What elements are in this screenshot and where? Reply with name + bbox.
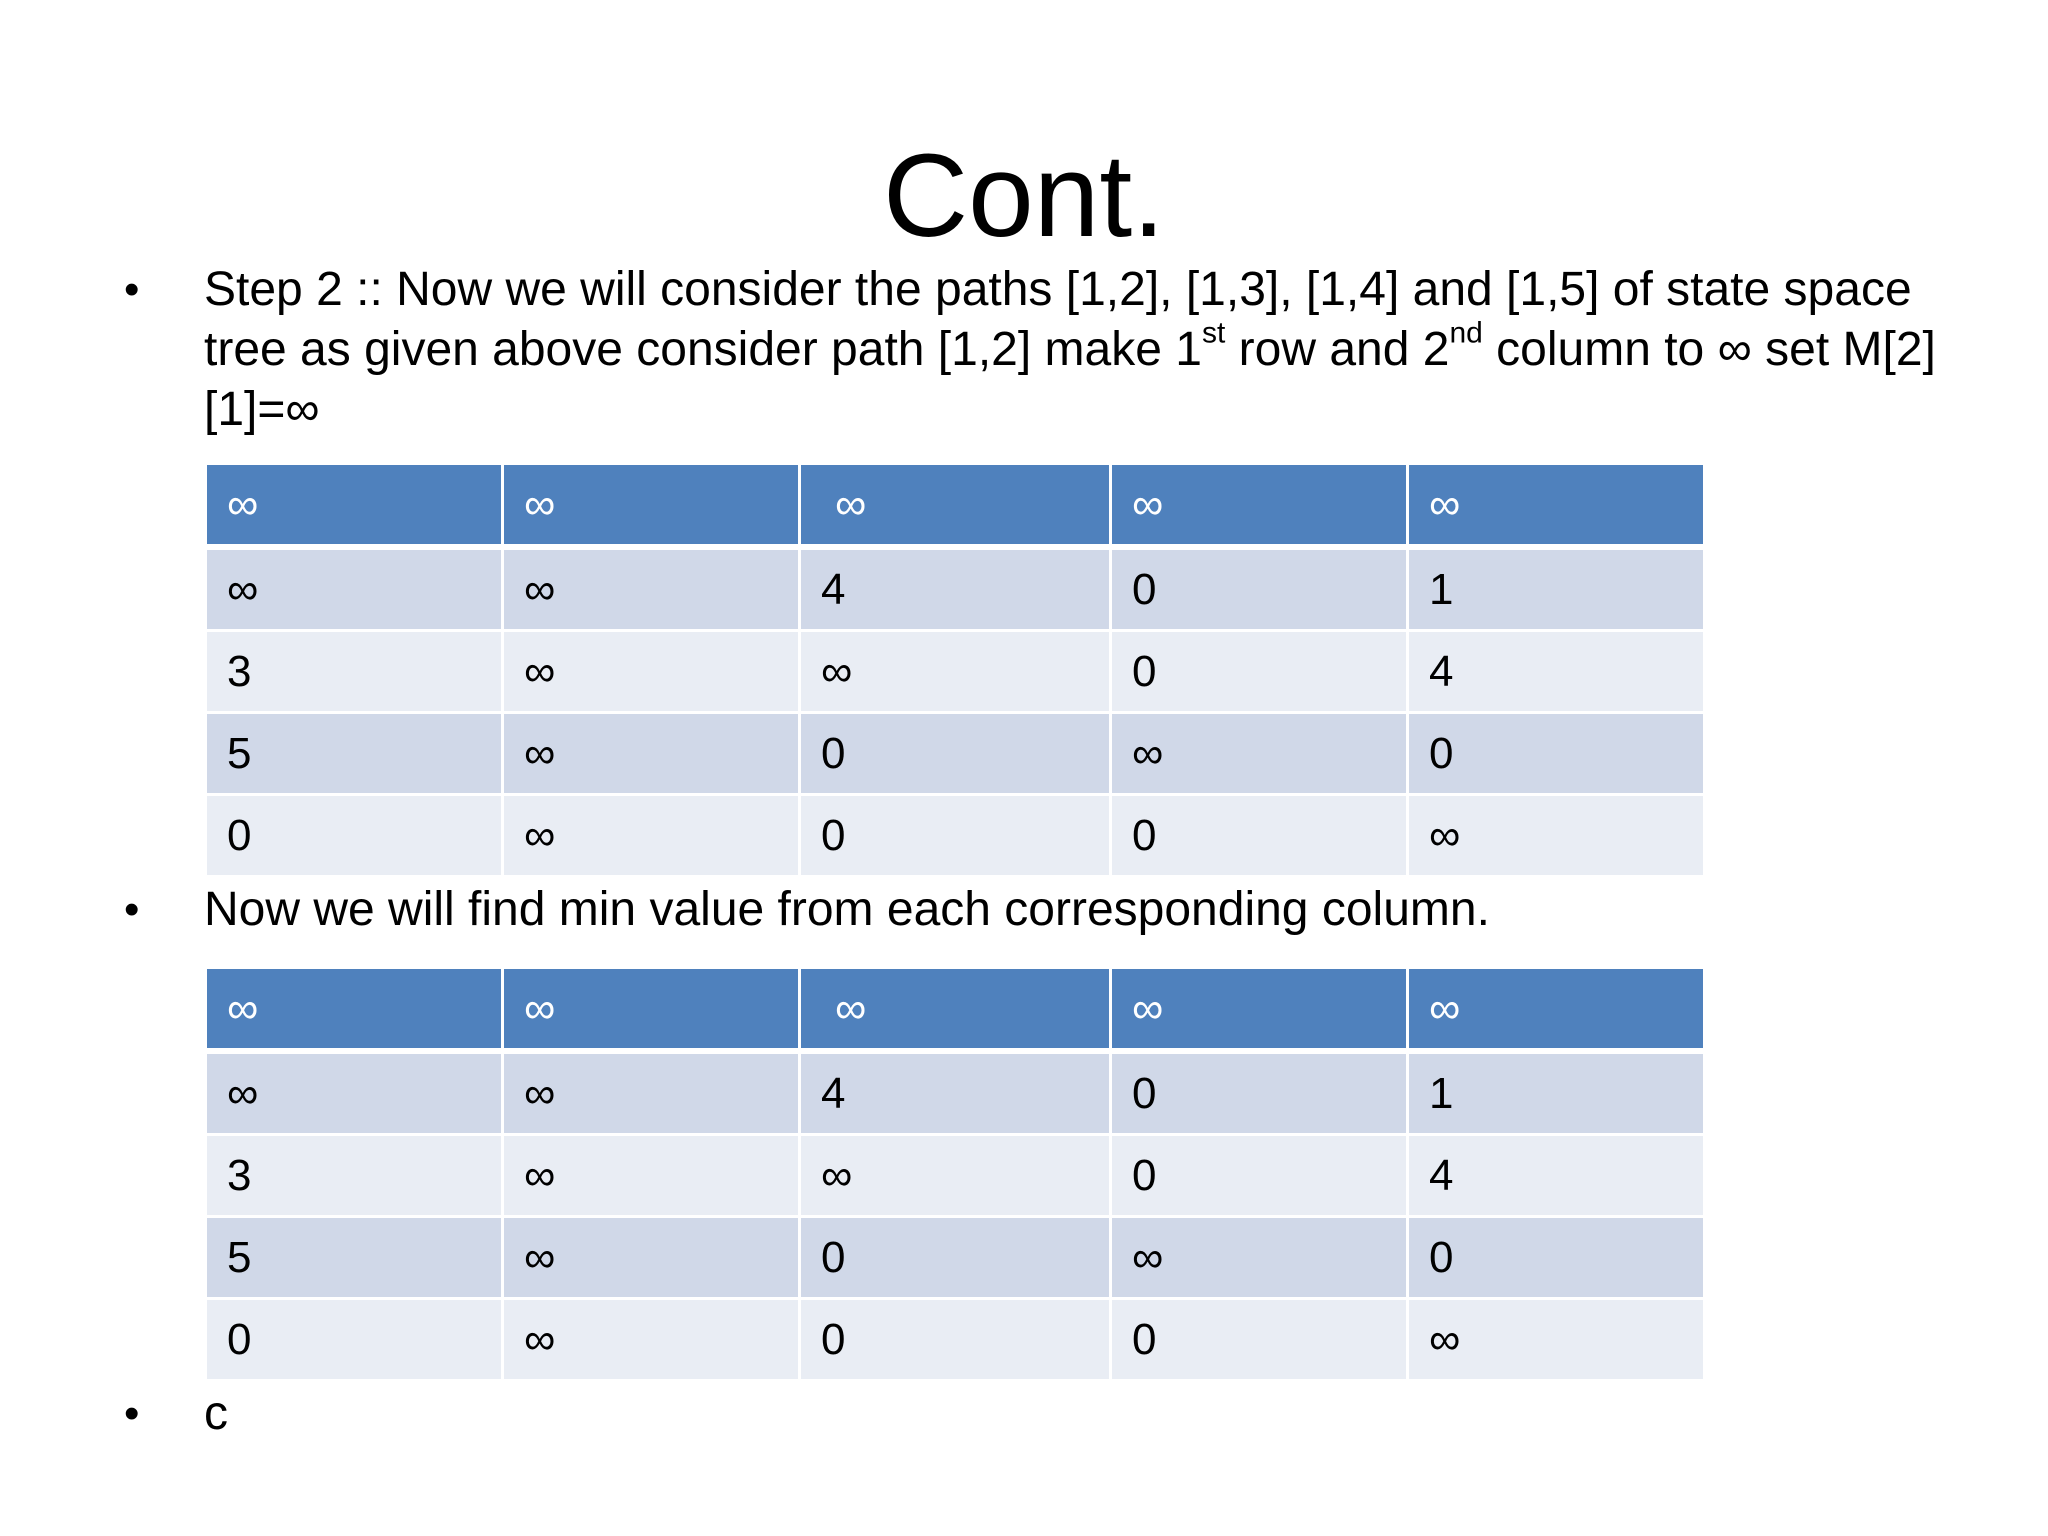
- table-cell: 4: [1408, 1135, 1705, 1217]
- table-cell: ∞: [206, 464, 503, 548]
- table-cell: ∞: [503, 1051, 800, 1135]
- cost-matrix-table-1: [204, 462, 1706, 878]
- table-cell: 0: [1111, 1299, 1408, 1381]
- table-cell: ∞: [1408, 464, 1705, 548]
- table-cell: 4: [800, 547, 1111, 631]
- table-cell: 3: [206, 1135, 503, 1217]
- table-cell: ∞: [1111, 464, 1408, 548]
- table-cell: 4: [1408, 631, 1705, 713]
- table-cell: ∞: [503, 968, 800, 1052]
- table-cell: 0: [1111, 1051, 1408, 1135]
- bullet-marker: •: [124, 1389, 140, 1438]
- table-cell: ∞: [206, 547, 503, 631]
- table-cell: ∞: [800, 1135, 1111, 1217]
- table-cell: ∞: [503, 795, 800, 877]
- table-cell: ∞: [206, 1051, 503, 1135]
- bullet-c-text: c: [204, 1387, 228, 1440]
- step-2-text-part-2: row and 2: [1225, 323, 1450, 376]
- table-cell: ∞: [1408, 968, 1705, 1052]
- table-cell: 4: [800, 1051, 1111, 1135]
- table-row: [206, 713, 1705, 795]
- superscript-nd: nd: [1449, 316, 1483, 350]
- table-cell: ∞: [503, 1217, 800, 1299]
- table-row: [206, 1135, 1705, 1217]
- table-cell: ∞: [206, 968, 503, 1052]
- table-row: [206, 464, 1705, 548]
- superscript-st: st: [1201, 316, 1226, 350]
- table-cell: 0: [206, 795, 503, 877]
- table-row: [206, 1217, 1705, 1299]
- table-cell: 0: [1111, 631, 1408, 713]
- step-2-text-part-1: Step 2 :: Now we will consider the paths [1,2], [1,3], [1,4] and [1,5] of state space tree as given above consider path [1,2] make 1: [204, 263, 1912, 376]
- table-cell: 0: [1111, 795, 1408, 877]
- bullet-marker: •: [124, 885, 140, 934]
- table-cell: ∞: [1408, 1299, 1705, 1381]
- bullet-find-min-text: Now we will find min value from each corresponding column.: [204, 883, 1490, 936]
- bullet-step-2-text: [204, 260, 1944, 440]
- table-cell: 0: [1111, 1135, 1408, 1217]
- table-row: [206, 968, 1705, 1052]
- table-cell: 0: [800, 1217, 1111, 1299]
- table-cell: 0: [206, 1299, 503, 1381]
- bullet-marker: •: [124, 265, 140, 314]
- table-cell: ∞: [503, 631, 800, 713]
- table-cell: 5: [206, 713, 503, 795]
- table-cell: 3: [206, 631, 503, 713]
- table-cell: 0: [1408, 1217, 1705, 1299]
- table-row: [206, 795, 1705, 877]
- table-cell: ∞: [1111, 968, 1408, 1052]
- table-cell: 0: [1408, 713, 1705, 795]
- table-cell: ∞: [1408, 795, 1705, 877]
- table-row: [206, 1299, 1705, 1381]
- table-cell: 5: [206, 1217, 503, 1299]
- table-cell: ∞: [1111, 1217, 1408, 1299]
- slide-title: Cont.: [882, 130, 1166, 262]
- table-cell: ∞: [800, 968, 1111, 1052]
- table-cell: 0: [800, 1299, 1111, 1381]
- table-cell: ∞: [503, 713, 800, 795]
- table-row: [206, 1051, 1705, 1135]
- table-cell: 1: [1408, 1051, 1705, 1135]
- table-cell: ∞: [503, 1299, 800, 1381]
- table-row: [206, 631, 1705, 713]
- table-cell: ∞: [503, 547, 800, 631]
- table-cell: ∞: [1111, 713, 1408, 795]
- table-cell: ∞: [503, 464, 800, 548]
- step-2-text-part-3: column to ∞ set M[2][1]=∞: [204, 323, 1936, 436]
- table-cell: ∞: [800, 631, 1111, 713]
- table-cell: 0: [1111, 547, 1408, 631]
- table-row: [206, 547, 1705, 631]
- cost-matrix-table-2: [204, 966, 1706, 1382]
- table-cell: 0: [800, 795, 1111, 877]
- table-cell: 0: [800, 713, 1111, 795]
- table-cell: ∞: [503, 1135, 800, 1217]
- table-cell: ∞: [800, 464, 1111, 548]
- table-cell: 1: [1408, 547, 1705, 631]
